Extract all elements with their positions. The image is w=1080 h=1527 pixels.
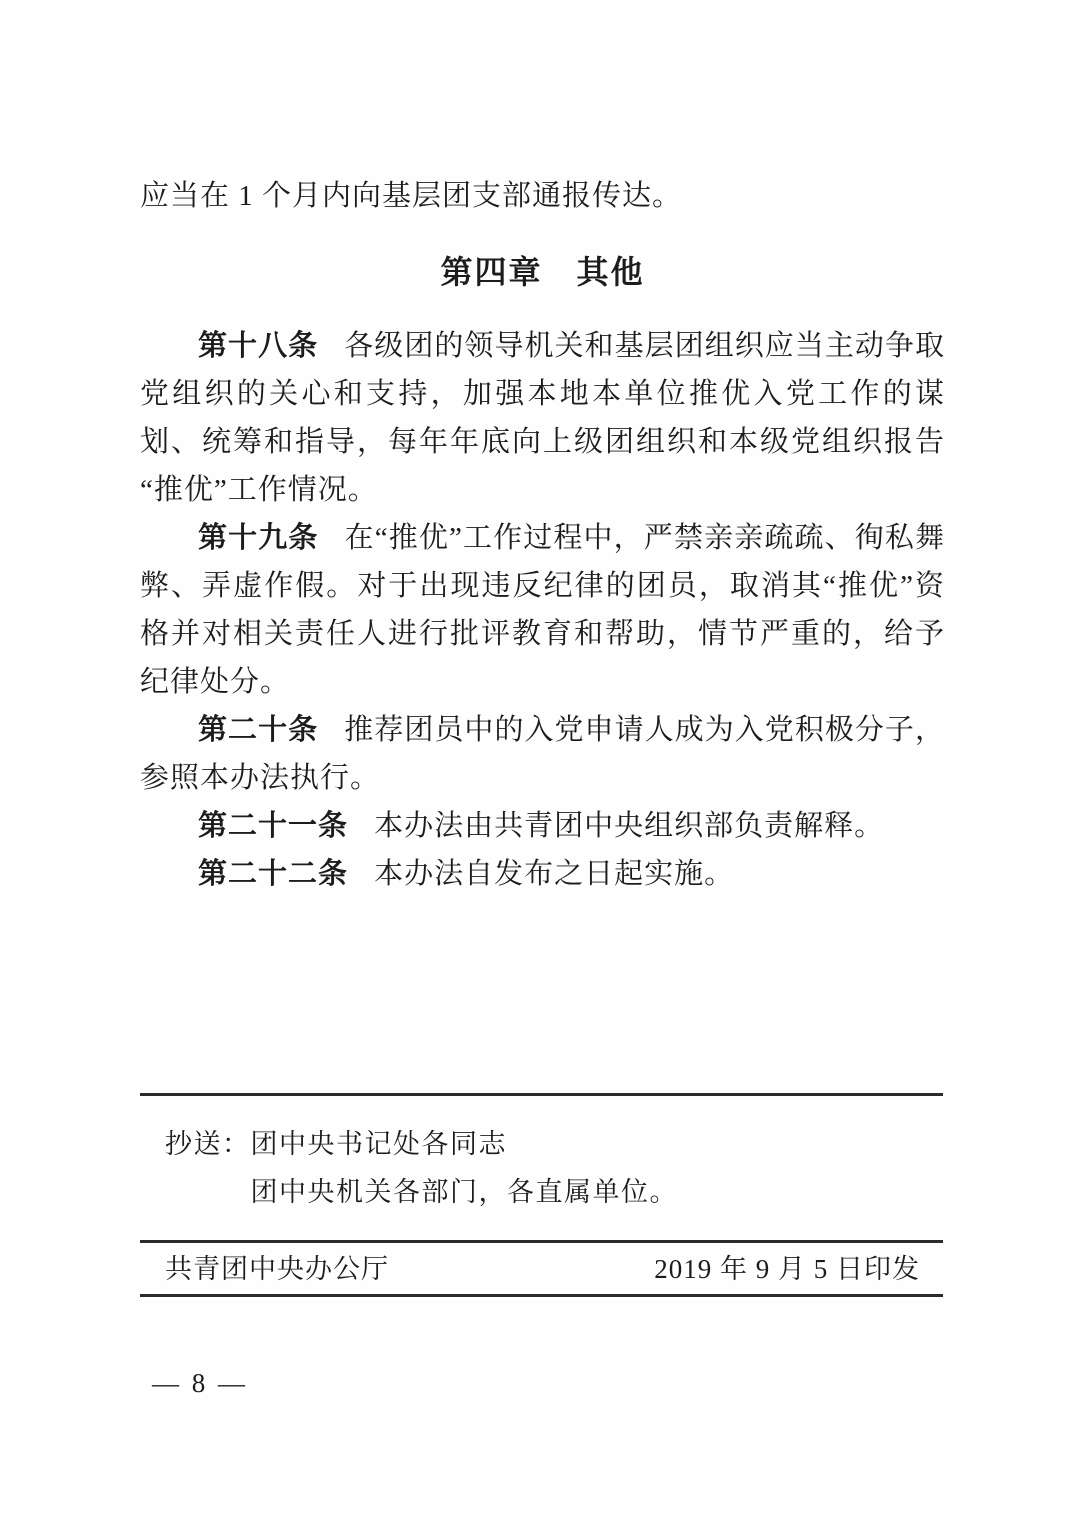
article-paragraph bbox=[140, 322, 945, 514]
copy-to-block bbox=[165, 1120, 678, 1216]
copy-to-lines bbox=[251, 1120, 679, 1216]
article-text: 在“推优”工作过程中，严禁亲亲疏疏、徇私舞弊、弄虚作假。对于出现违反纪律的团员，取消其“推优”资格并对相关责任人进行批评教育和帮助，情节严重的，给予纪律处分。 bbox=[140, 522, 945, 698]
article-number: 第十八条 bbox=[198, 330, 319, 362]
copy-to-label: 抄送： bbox=[165, 1129, 251, 1159]
article-number: 第二十一条 bbox=[198, 810, 349, 842]
article-paragraph bbox=[140, 850, 945, 898]
copy-to-line: 团中央机关各部门，各直属单位。 bbox=[250, 1177, 678, 1207]
chapter-heading: 第四章 其他 bbox=[440, 254, 645, 290]
article-text: 本办法自发布之日起实施。 bbox=[374, 858, 735, 890]
page-number: — 8 — bbox=[152, 1368, 248, 1398]
continuation-line: 应当在 1 个月内向基层团支部通报传达。 bbox=[140, 180, 683, 212]
article-text: 本办法由共青团中央组织部负责解释。 bbox=[374, 810, 885, 842]
copy-to-line: 团中央书记处各同志 bbox=[250, 1129, 507, 1159]
article-number: 第二十二条 bbox=[198, 858, 349, 890]
article-number: 第十九条 bbox=[198, 522, 319, 554]
issuing-office: 共青团中央办公厅 bbox=[165, 1254, 389, 1284]
footer-divider-top bbox=[140, 1093, 943, 1096]
article-text: 各级团的领导机关和基层团组织应当主动争取党组织的关心和支持，加强本地本单位推优入党工作的谋划、统筹和指导，每年年底向上级团组织和本级党组织报告“推优”工作情况。 bbox=[140, 330, 945, 506]
issuer-row bbox=[165, 1248, 920, 1290]
footer-divider-bottom bbox=[140, 1294, 943, 1297]
article-paragraph bbox=[140, 706, 945, 802]
article-paragraph bbox=[140, 514, 945, 706]
article-paragraph bbox=[140, 802, 945, 850]
footer-divider-middle bbox=[140, 1240, 943, 1243]
article-number: 第二十条 bbox=[198, 714, 319, 746]
document-body bbox=[140, 0, 945, 898]
article-text: 推荐团员中的入党申请人成为入党积极分子，参照本办法执行。 bbox=[140, 714, 945, 794]
print-date: 2019 年 9 月 5 日印发 bbox=[654, 1254, 920, 1284]
